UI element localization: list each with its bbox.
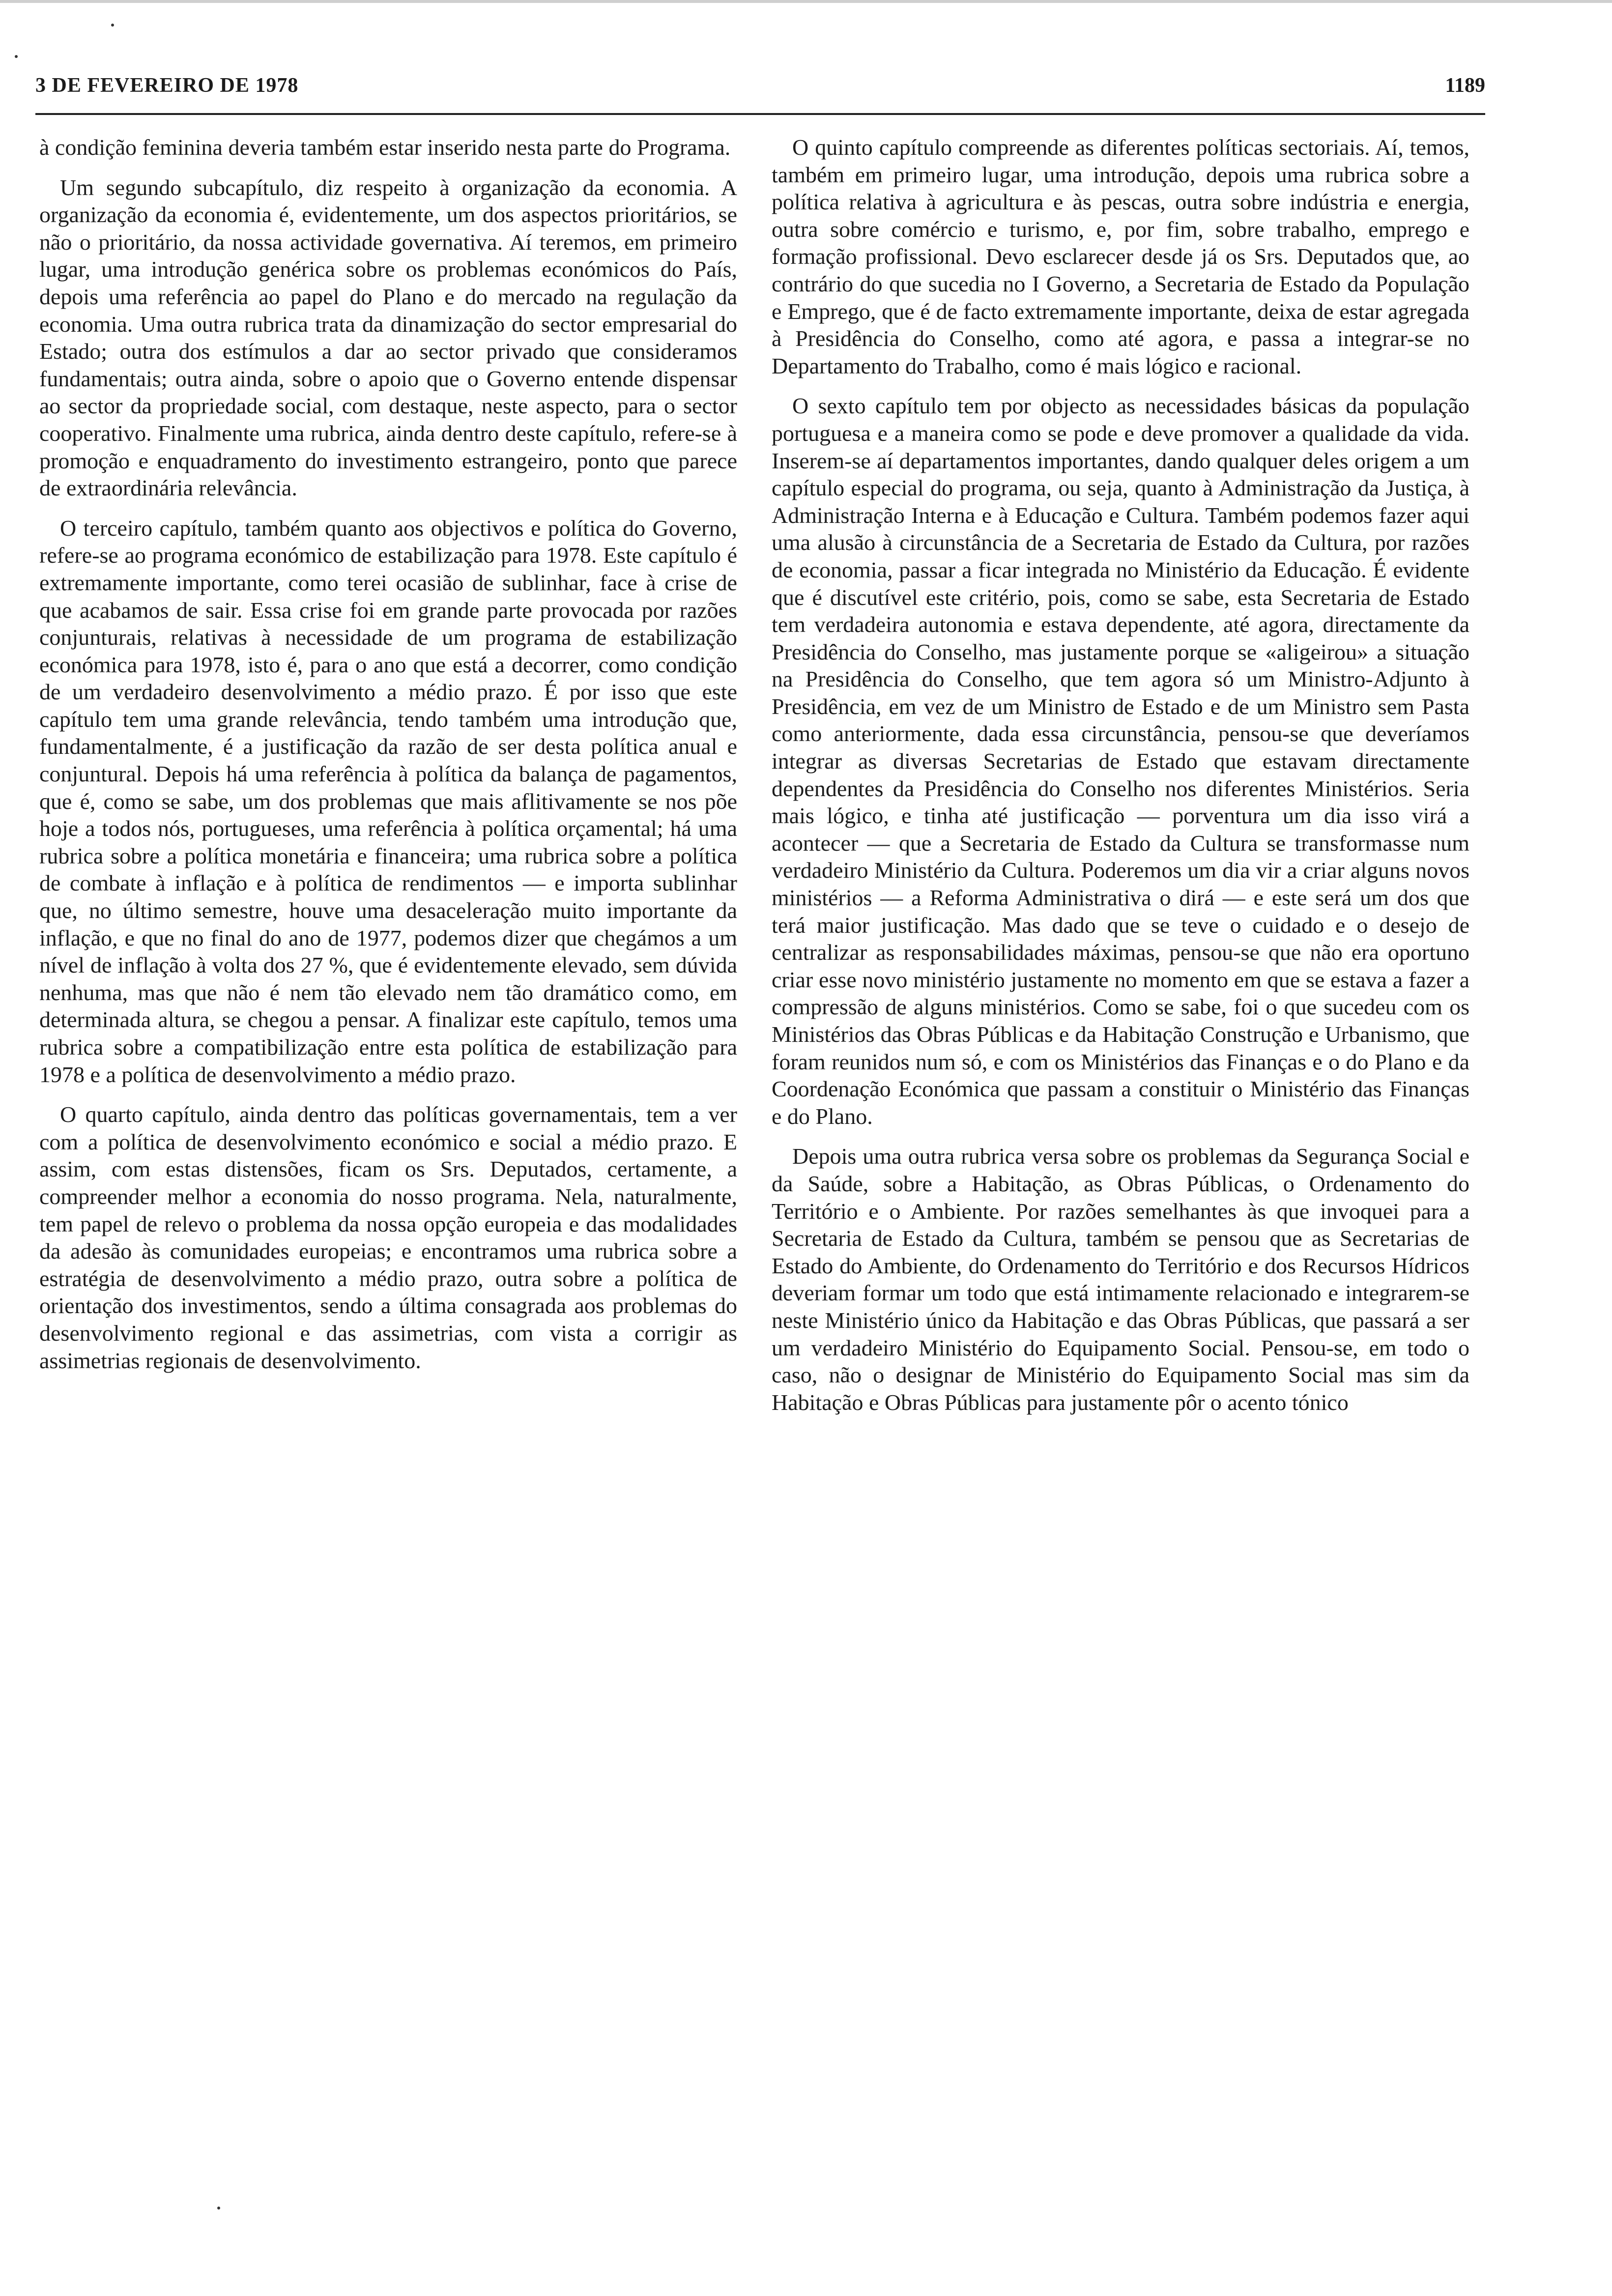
header-date: 3 DE FEVEREIRO DE 1978 <box>35 74 299 97</box>
page-header <box>35 74 1485 108</box>
scan-speck <box>217 2207 220 2210</box>
scan-speck <box>15 55 18 58</box>
scan-speck <box>111 24 114 27</box>
left-paragraph-3: O terceiro capítulo, também quanto aos objectivos e política do Governo, refere-se ao programa económico de estabilização para 1978. Este capítulo é extremamente importante, como terei ocasião de sublinhar, face à crise de que acabamos de sair. Essa crise foi em grande parte provocada por razões conjunturais, relativas à necessidade de um programa de estabilização económica para 1978, isto é, para o ano que está a decorrer, como condição de um verdadeiro desenvolvimento a médio prazo. É por isso que este capítulo tem uma grande relevância, tendo também uma introdução que, fundamentalmente, é a justificação da razão de ser desta política anual e conjuntural. Depois há uma referência à política da balança de pagamentos, que é, como se sabe, um dos problemas que mais aflitivamente se nos põe hoje a todos nós, portugueses, uma referência à política orçamental; há uma rubrica sobre a política monetária e financeira; uma rubrica sobre a política de combate à inflação e à política de rendimentos — e importa sublinhar que, no último semestre, houve uma desaceleração muito importante da inflação, e que no final do ano de 1977, podemos dizer que chegámos a um nível de inflação à volta dos 27 %, que é evidentemente elevado, sem dúvida nenhuma, mas que não é nem tão elevado nem tão dramático como, em determinada altura, se chegou a pensar. A finalizar este capítulo, temos uma rubrica sobre a compatibilização entre esta política de estabilização para 1978 e a política de desenvolvimento a médio prazo. <box>39 515 737 1087</box>
page-top-edge <box>0 0 1612 3</box>
left-column <box>39 134 737 2247</box>
header-rule <box>35 113 1485 115</box>
left-paragraph-2: Um segundo subcapítulo, diz respeito à organização da economia. A organização da economia é, evidentemente, um dos aspectos prioritários, se não o prioritário, da nossa actividade governativa. Aí teremos, em primeiro lugar, uma introdução genérica sobre os problemas económicos do País, depois uma referência ao papel do Plano e do mercado na regulação da economia. Uma outra rubrica trata da dinamização do sector empresarial do Estado; outra dos estímulos a dar ao sector privado que consideramos fundamentais; outra ainda, sobre o apoio que o Governo entende dispensar ao sector da propriedade social, com destaque, neste aspecto, para o sector cooperativo. Finalmente uma rubrica, ainda dentro deste capítulo, refere-se à promoção e enquadramento do investimento estrangeiro, ponto que parece de extraordinária relevância. <box>39 174 737 501</box>
right-paragraph-2: O sexto capítulo tem por objecto as necessidades básicas da população portuguesa e a maneira como se pode e deve promover a qualidade da vida. Inserem-se aí departamentos importantes, dando qualquer deles origem a um capítulo especial do programa, ou seja, quanto à Administração da Justiça, à Administração Interna e à Educação e Cultura. Também podemos fazer aqui uma alusão à circunstância de a Secretaria de Estado da Cultura, por razões de economia, passar a ficar integrada no Ministério da Educação. É evidente que é discutível este critério, pois, como se sabe, esta Secretaria de Estado tem verdadeira autonomia e estava dependente, até agora, directamente da Presidência do Conselho, mas justamente porque se «aligeirou» a situação na Presidência do Conselho, que tem agora só um Ministro-Adjunto à Presidência, em vez de um Ministro de Estado e de um Ministro sem Pasta como anteriormente, dada essa circunstância, pensou-se que deveríamos integrar as diversas Secretarias de Estado que estavam directamente dependentes da Presidência do Conselho nos diferentes Ministérios. Seria mais lógico, e tinha até justificação — porventura um dia isso virá a acontecer — que a Secretaria de Estado da Cultura se transformasse num verdadeiro Ministério da Cultura. Poderemos um dia vir a criar alguns novos ministérios — a Reforma Administrativa o dirá — e este será um dos que terá maior justificação. Mas dado que se teve o cuidado e o desejo de centralizar as responsabilidades máximas, pensou-se que não era oportuno criar esse novo ministério justamente no momento em que se estava a fazer a compressão de alguns ministérios. Como se sabe, foi o que sucedeu com os Ministérios das Obras Públicas e da Habitação Construção e Urbanismo, que foram reunidos num só, e com os Ministérios das Finanças e o do Plano e da Coordenação Económica que passam a constituir o Ministério das Finanças e do Plano. <box>772 393 1469 1129</box>
right-paragraph-1: O quinto capítulo compreende as diferentes políticas sectoriais. Aí, temos, também em primeiro lugar, uma introdução, depois uma rubrica sobre a política relativa à agricultura e às pescas, outra sobre indústria e energia, outra sobre comércio e turismo, e, por fim, sobre trabalho, emprego e formação profissional. Devo esclarecer desde já os Srs. Deputados que, ao contrário do que sucedia no I Governo, a Secretaria de Estado da População e Emprego, que é de facto extremamente importante, deixa de estar agregada à Presidência do Conselho, como até agora, e passa a integrar-se no Departamento do Trabalho, como é mais lógico e racional. <box>772 135 1469 378</box>
left-paragraph-4: O quarto capítulo, ainda dentro das políticas governamentais, tem a ver com a política de desenvolvimento económico e social a médio prazo. E assim, com estas distensões, ficam os Srs. Deputados, certamente, a compreender melhor a economia do nosso programa. Nela, naturalmente, tem papel de relevo o problema da nossa opção europeia e das modalidades da adesão às comunidades europeias; e encontramos uma rubrica sobre a estratégia de desenvolvimento a médio prazo, outra sobre a política de orientação dos investimentos, sendo a última consagrada aos problemas do desenvolvimento regional e das assimetrias, com vista a corrigir as assimetrias regionais de desenvolvimento. <box>39 1102 737 1373</box>
right-paragraph-3: Depois uma outra rubrica versa sobre os problemas da Segurança Social e da Saúde, sobre a Habitação, as Obras Públicas, o Ordenamento do Território e o Ambiente. Por razões semelhantes às que invoquei para a Secretaria de Estado da Cultura, também se pensou que as Secretarias de Estado do Ambiente, do Ordenamento do Território e dos Recursos Hídricos deveriam formar um todo que está intimamente relacionado e integrarem-se neste Ministério único da Habitação e das Obras Públicas, que passará a ser um verdadeiro Ministério do Equipamento Social. Pensou-se, em todo o caso, não o designar de Ministério do Equipamento Social mas sim da Habitação e Obras Públicas para justamente pôr o acento tónico <box>772 1144 1469 1415</box>
right-column <box>772 134 1469 2247</box>
left-paragraph-1: à condição feminina deveria também estar inserido nesta parte do Programa. <box>39 135 731 160</box>
page-number: 1189 <box>1445 74 1485 97</box>
